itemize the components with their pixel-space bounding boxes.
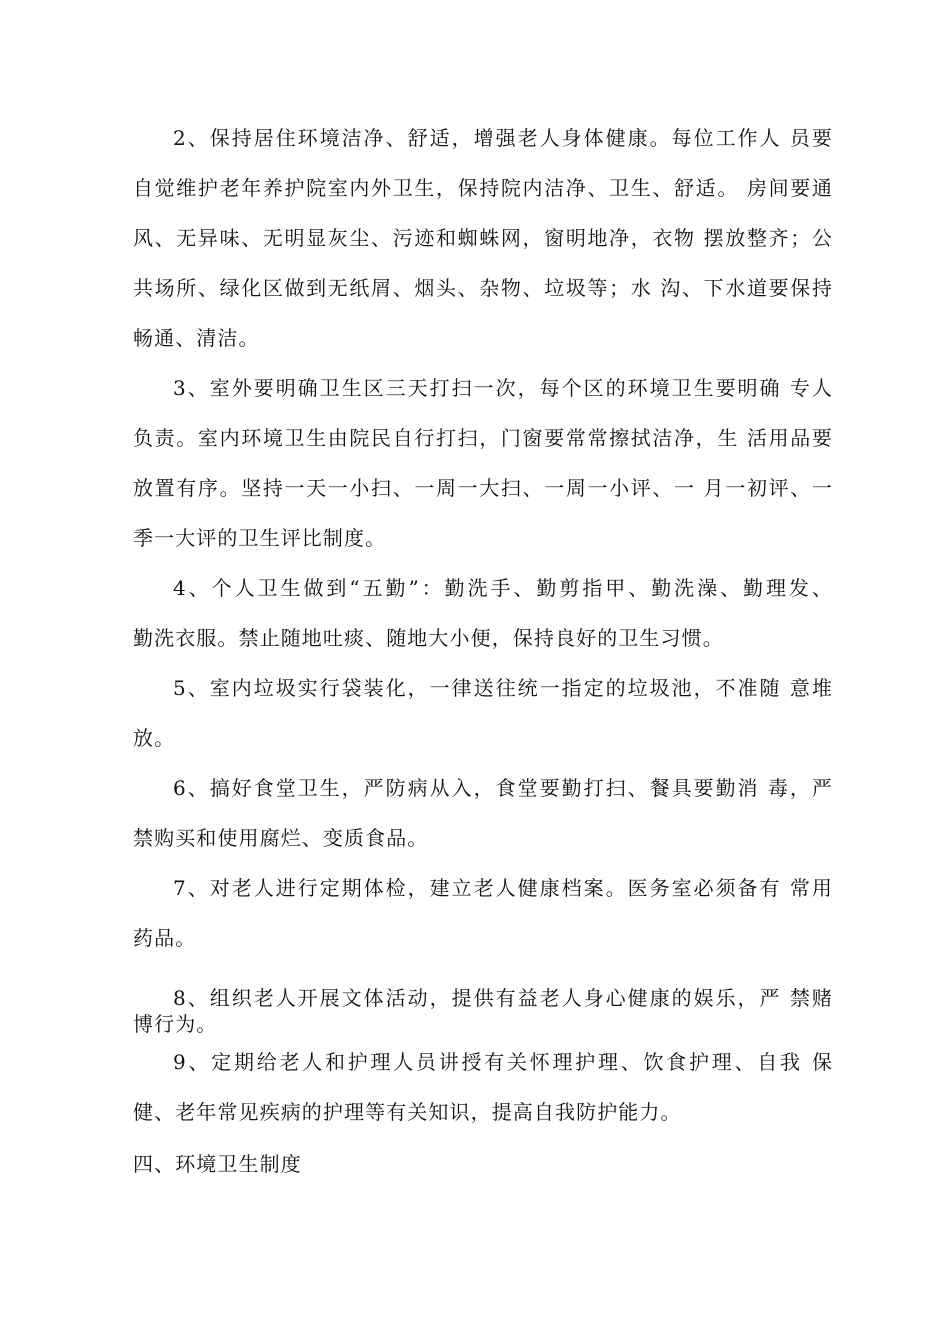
item-9-line-1: 9、定期给老人和护理人员讲授有关怀理护理、饮食护理、自我 保 xyxy=(173,1050,833,1074)
item-7-line-1: 7、对老人进行定期体检，建立老人健康档案。医务室必须备有 常用 xyxy=(173,876,833,900)
item-3-line-4: 季一大评的卫生评比制度。 xyxy=(133,526,387,550)
item-9-line-2: 健、老年常见疾病的护理等有关知识，提高自我防护能力。 xyxy=(133,1100,682,1124)
item-6-line-2: 禁购买和使用腐烂、变质食品。 xyxy=(133,826,429,850)
item-2-line-4: 共场所、绿化区做到无纸屑、烟头、杂物、垃圾等；水 沟、下水道要保持 xyxy=(133,276,833,300)
item-4-line-1: 4、个人卫生做到“五勤”：勤洗手、勤剪指甲、勤洗澡、勤理发、 xyxy=(173,576,833,600)
item-6-line-1: 6、搞好食堂卫生，严防病从入，食堂要勤打扫、餐具要勤消 毒，严 xyxy=(173,776,833,800)
item-3-line-1: 3、室外要明确卫生区三天打扫一次，每个区的环境卫生要明确 专人 xyxy=(173,376,833,400)
item-5-line-1: 5、室内垃圾实行袋装化，一律送往统一指定的垃圾池，不准随 意堆 xyxy=(173,676,833,700)
item-3-line-2: 负责。室内环境卫生由院民自行打扫，门窗要常常擦拭洁净，生 活用品要 xyxy=(133,426,833,450)
item-3-line-3: 放置有序。坚持一天一小扫、一周一大扫、一周一小评、一 月一初评、一 xyxy=(133,476,833,500)
item-2-line-1: 2、保持居住环境洁净、舒适，增强老人身体健康。每位工作人 员要 xyxy=(173,126,833,150)
item-2-line-3: 风、无异味、无明显灰尘、污迹和蜘蛛网，窗明地净，衣物 摆放整齐；公 xyxy=(133,226,833,250)
item-2-line-5: 畅通、清洁。 xyxy=(133,326,260,350)
item-5-line-2: 放。 xyxy=(133,726,176,750)
item-8-line-1: 8、组织老人开展文体活动，提供有益老人身心健康的娱乐，严 禁赌 xyxy=(173,986,833,1010)
item-4-line-2: 勤洗衣服。禁止随地吐痰、随地大小便，保持良好的卫生习惯。 xyxy=(133,626,724,650)
item-2-line-2: 自觉维护老年养护院室内外卫生，保持院内洁净、卫生、舒适。 房间要通 xyxy=(133,176,833,200)
item-7-line-2: 药品。 xyxy=(133,926,197,950)
section-heading: 四、环境卫生制度 xyxy=(133,1152,302,1176)
item-8-line-2: 博行为。 xyxy=(133,1012,218,1036)
